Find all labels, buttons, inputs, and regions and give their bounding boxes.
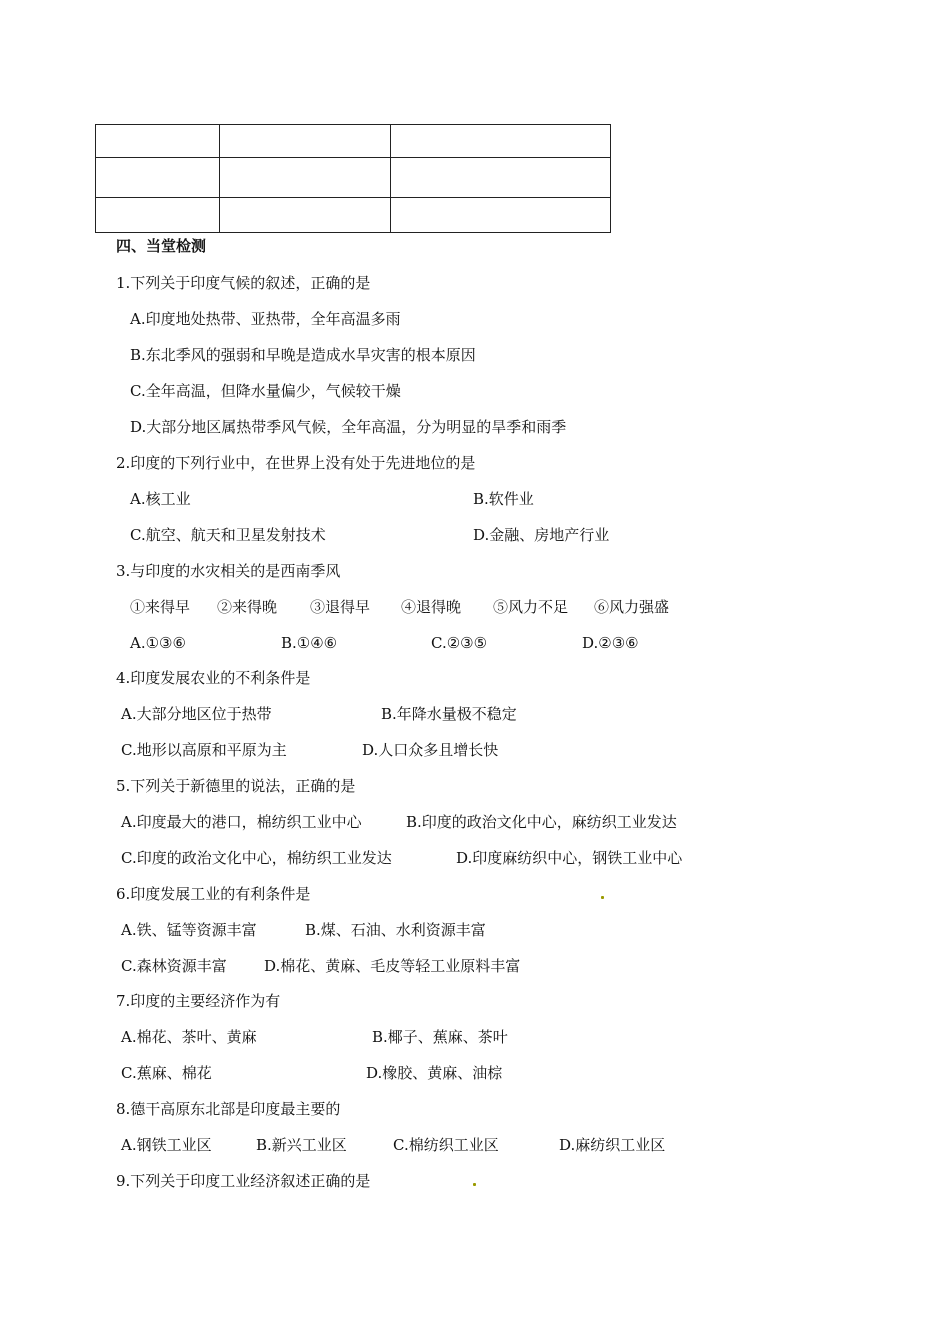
table-cell (391, 158, 611, 198)
question-stem-5: 5.下列关于新德里的说法，正确的是 (116, 777, 356, 795)
table-cell (96, 125, 220, 158)
question-6-option-a: A.铁、锰等资源丰富 (121, 921, 257, 939)
question-4-option-c: C.地形以高原和平原为主 (121, 741, 287, 759)
question-stem-9: 9.下列关于印度工业经济叙述正确的是 (116, 1172, 371, 1190)
blank-table (95, 124, 611, 233)
question-1-option-b: B.东北季风的强弱和早晚是造成水旱灾害的根本原因 (130, 346, 476, 364)
question-stem-8: 8.德干高原东北部是印度最主要的 (116, 1100, 341, 1118)
table-cell (391, 198, 611, 233)
question-7-option-a: A.棉花、茶叶、黄麻 (121, 1028, 257, 1046)
question-7-option-c: C.蕉麻、棉花 (121, 1064, 212, 1082)
question-1-option-d: D.大部分地区属热带季风气候，全年高温，分为明显的旱季和雨季 (130, 418, 567, 436)
question-3-choice-6: ⑥风力强盛 (594, 598, 670, 616)
question-8-option-d: D.麻纺织工业区 (559, 1136, 666, 1154)
question-5-option-b: B.印度的政治文化中心，麻纺织工业发达 (406, 813, 677, 831)
question-6-option-c: C.森林资源丰富 (121, 957, 227, 975)
table-cell (96, 158, 220, 198)
question-2-option-b: B.软件业 (473, 490, 534, 508)
question-stem-4: 4.印度发展农业的不利条件是 (116, 669, 311, 687)
question-1-option-c: C.全年高温，但降水量偏少，气候较干燥 (130, 382, 401, 400)
question-3-option-b: B.①④⑥ (281, 634, 338, 652)
question-3-choice-1: ①来得早 (130, 598, 191, 616)
question-3-choice-5: ⑤风力不足 (493, 598, 569, 616)
question-4-option-a: A.大部分地区位于热带 (121, 705, 272, 723)
question-6-option-b: B.煤、石油、水利资源丰富 (305, 921, 486, 939)
question-2-option-c: C.航空、航天和卫星发射技术 (130, 526, 326, 544)
table-cell (391, 125, 611, 158)
stray-mark (473, 1183, 476, 1186)
question-8-option-b: B.新兴工业区 (256, 1136, 347, 1154)
question-1-option-a: A.印度地处热带、亚热带，全年高温多雨 (130, 310, 401, 328)
question-stem-7: 7.印度的主要经济作为有 (116, 992, 281, 1010)
question-3-option-a: A.①③⑥ (130, 634, 186, 652)
question-stem-1: 1.下列关于印度气候的叙述，正确的是 (116, 274, 371, 292)
question-6-option-d: D.棉花、黄麻、毛皮等轻工业原料丰富 (264, 957, 521, 975)
question-5-option-a: A.印度最大的港口，棉纺织工业中心 (121, 813, 362, 831)
table-cell (96, 198, 220, 233)
question-5-option-d: D.印度麻纺织中心，钢铁工业中心 (456, 849, 683, 867)
question-stem-6: 6.印度发展工业的有利条件是 (116, 885, 311, 903)
question-7-option-b: B.椰子、蕉麻、茶叶 (372, 1028, 508, 1046)
table-cell (220, 198, 391, 233)
table-cell (220, 158, 391, 198)
table-cell (220, 125, 391, 158)
section-heading: 四、当堂检测 (116, 237, 207, 255)
question-3-option-c: C.②③⑤ (431, 634, 488, 652)
question-3-choice-2: ②来得晚 (217, 598, 278, 616)
question-3-option-d: D.②③⑥ (582, 634, 639, 652)
question-stem-2: 2.印度的下列行业中，在世界上没有处于先进地位的是 (116, 454, 476, 472)
question-2-option-d: D.金融、房地产行业 (473, 526, 610, 544)
question-4-option-b: B.年降水量极不稳定 (381, 705, 517, 723)
question-7-option-d: D.橡胶、黄麻、油棕 (366, 1064, 503, 1082)
question-8-option-a: A.钢铁工业区 (121, 1136, 212, 1154)
question-5-option-c: C.印度的政治文化中心，棉纺织工业发达 (121, 849, 392, 867)
question-3-choice-4: ④退得晚 (401, 598, 462, 616)
question-stem-3: 3.与印度的水灾相关的是西南季风 (116, 562, 341, 580)
question-3-choice-3: ③退得早 (310, 598, 371, 616)
question-4-option-d: D.人口众多且增长快 (362, 741, 499, 759)
question-2-option-a: A.核工业 (130, 490, 191, 508)
question-8-option-c: C.棉纺织工业区 (393, 1136, 499, 1154)
stray-mark (601, 896, 604, 899)
